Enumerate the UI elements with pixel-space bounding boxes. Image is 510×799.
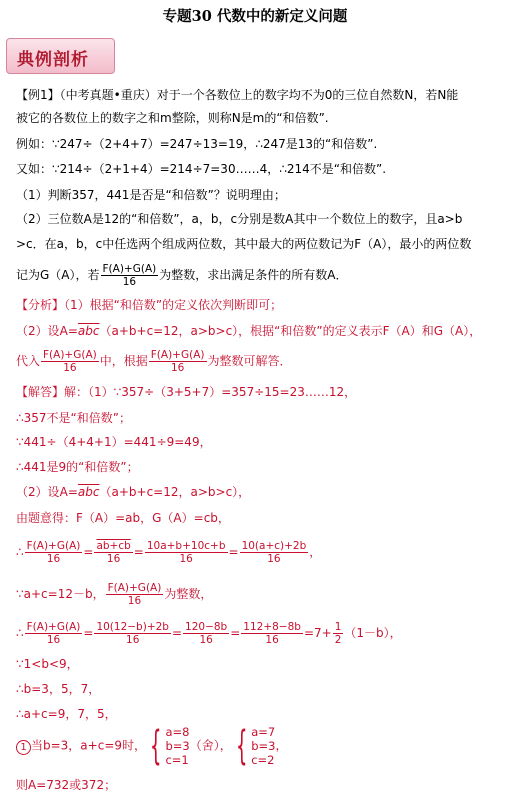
question-1: （1）判断357，441是否是“和倍数”？说明理由； bbox=[16, 188, 286, 202]
problem-line-2: 被它的各数位上的数字之和m整除，则称N是m的“和倍数”. bbox=[16, 111, 329, 125]
overline-abc: $\overline{abc}$ bbox=[77, 324, 100, 338]
solution-line-5: （2）设$A=\overline{abc}(a+b+c=12$，a>b>c）， bbox=[16, 485, 251, 499]
question-2-line-3: 记为G（A），若 $\frac{F(A)+G(A)}{16}$ 为整数，求出满足条件的所有数A． bbox=[16, 263, 348, 288]
circled-number: 1 bbox=[16, 740, 31, 755]
question-2-line-2: >c．在a，b，c中任选两个组成两位数，其中最大的两位数记为F（A），最小的两位数 bbox=[16, 237, 472, 251]
solution-case-1: 1 当b=3，a+c=9时，{ a=8 b=3 c=1 （舍），{ a=7 b=3 c=2 ， bbox=[16, 725, 287, 767]
solution-equation-1: ∴ $\frac{F(A)+G(A)}{16}$ = $\frac{ab+cb}{16}$ = $\frac{10a+b+10c+b}{16}$ = $\frac{10(a+c)+2b}{16}$ ， bbox=[16, 540, 322, 565]
fraction: $\frac{F(A)+G(A)}{16}$ bbox=[102, 263, 157, 288]
system-1: a=8 b=3 c=1 bbox=[165, 725, 190, 767]
solution-line-1: 【解答】解：（1）∵357÷（3+5+7）=357÷15=23……12， bbox=[16, 385, 357, 399]
solution-line-11: 则A=732或372； bbox=[16, 778, 117, 792]
solution-line-10: ∴a+c=9，7，5， bbox=[16, 707, 117, 721]
solution-line-4: ∴441是9的“和倍数”； bbox=[16, 460, 139, 474]
solution-line-2: ∴357不是“和倍数”； bbox=[16, 411, 131, 425]
solution-line-9: ∴b=3，5，7， bbox=[16, 682, 101, 696]
solution-line-3: ∵441÷（4+4+1）=441÷9=49， bbox=[16, 435, 212, 449]
section-banner-label: 典例剖析 bbox=[17, 50, 89, 70]
solution-line-8: ∵1<b<9， bbox=[16, 657, 79, 671]
page-title: 专题30 代数中的新定义问题 bbox=[162, 8, 348, 25]
solution-line-7: ∵a+c=12－b， $\frac{F(A)+G(A)}{16}$ 为整数， bbox=[16, 582, 213, 607]
solution-equation-2: ∴ $\frac{F(A)+G(A)}{16}$ = $\frac{10(12-b)+2b}{16}$ = $\frac{120-8b}{16}$ = $\frac{112+8-8b}{16}$ =7+ $\frac{1}{2}$ （1－b）， bbox=[16, 621, 402, 646]
analysis-line-2: （2）设$A=\overline{abc}(a+b+c=12$，a>b>c），根据“和倍数”的定义表示F（A）和G（A）， bbox=[16, 324, 482, 338]
section-banner bbox=[6, 38, 115, 74]
analysis-line-1: 【分析】（1）根据“和倍数”的定义依次判断即可； bbox=[16, 298, 283, 312]
solution-line-6: 由题意得：F（A）=ab，G（A）=cb， bbox=[16, 511, 230, 525]
example-line-1: 例如：∵247÷（2+4+7）=247÷13=19，∴247是13的“和倍数”. bbox=[16, 137, 378, 151]
problem-line-1: 【例1】（中考真题•重庆）对于一个各数位上的数字均不为0的三位自然数N，若N能 bbox=[16, 88, 459, 102]
example-line-2: 又如：∵214÷（2+1+4）=214÷7=30……4，∴214不是“和倍数”. bbox=[16, 162, 387, 176]
analysis-line-3: 代入 $\frac{F(A)+G(A)}{16}$ 中，根据 $\frac{F(A)+G(A)}{16}$ 为整数可解答． bbox=[16, 349, 292, 374]
system-2: a=7 b=3 c=2 bbox=[251, 725, 276, 767]
question-2-line-1: （2）三位数A是12的“和倍数”，a，b，c分别是数A其中一个数位上的数字，且a>b bbox=[16, 212, 463, 226]
